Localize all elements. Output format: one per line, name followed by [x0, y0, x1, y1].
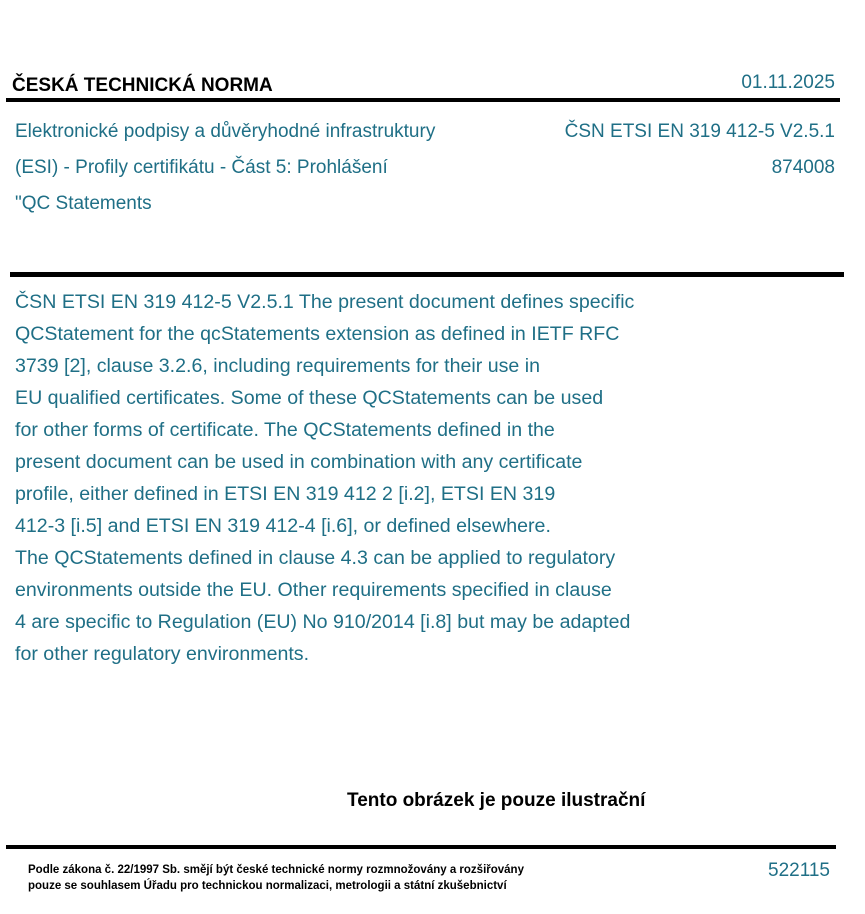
abstract-text: ČSN ETSI EN 319 412-5 V2.5.1 The present document defines specific QCStatement for the qcStatements extension as defined in IETF RFC 3739 [2], clause 3.2.6, including requirements for their use in EU qualified certificates. Some of these QCStatements can be used for other forms of certificate. The QCStatements defined in the present document can be used in combination with any certificate profile, either defined in ETSI EN 319 412 2 [i.2], ETSI EN 319 412-3 [i.5] and ETSI EN 319 412-4 [i.6], or defined elsewhere. The QCStatements defined in clause 4.3 can be applied to regulatory environments outside the EU. Other requirements specified in clause 4 are specific to Regulation (EU) No 910/2014 [i.8] but may be adapted for other regulatory environments.	[15, 291, 635, 665]
document-title	[15, 114, 510, 222]
title-line: (ESI) - Profily certifikátu - Část 5: Prohlášení	[15, 157, 388, 178]
publication-date: 01.11.2025	[741, 72, 835, 93]
document-code	[565, 114, 835, 186]
catalog-number: 874008	[771, 157, 835, 178]
document-number: 522115	[768, 860, 830, 881]
standard-designation: ČSN ETSI EN 319 412-5 V2.5.1	[564, 121, 835, 142]
title-line: "QC Statements	[15, 193, 152, 214]
legal-notice	[28, 862, 524, 894]
legal-line: pouze se souhlasem Úřadu pro technickou normalizaci, metrologii a státní zkušebnictví	[28, 880, 507, 892]
bottom-divider	[6, 845, 836, 849]
middle-divider	[10, 272, 844, 277]
illustration-note: Tento obrázek je pouze ilustrační	[347, 790, 646, 811]
legal-line: Podle zákona č. 22/1997 Sb. smějí být české technické normy rozmnožovány a rozšiřovány	[28, 864, 524, 876]
standard-type-heading: ČESKÁ TECHNICKÁ NORMA	[12, 75, 273, 96]
title-line: Elektronické podpisy a důvěryhodné infrastruktury	[15, 121, 436, 142]
top-divider	[6, 98, 840, 102]
